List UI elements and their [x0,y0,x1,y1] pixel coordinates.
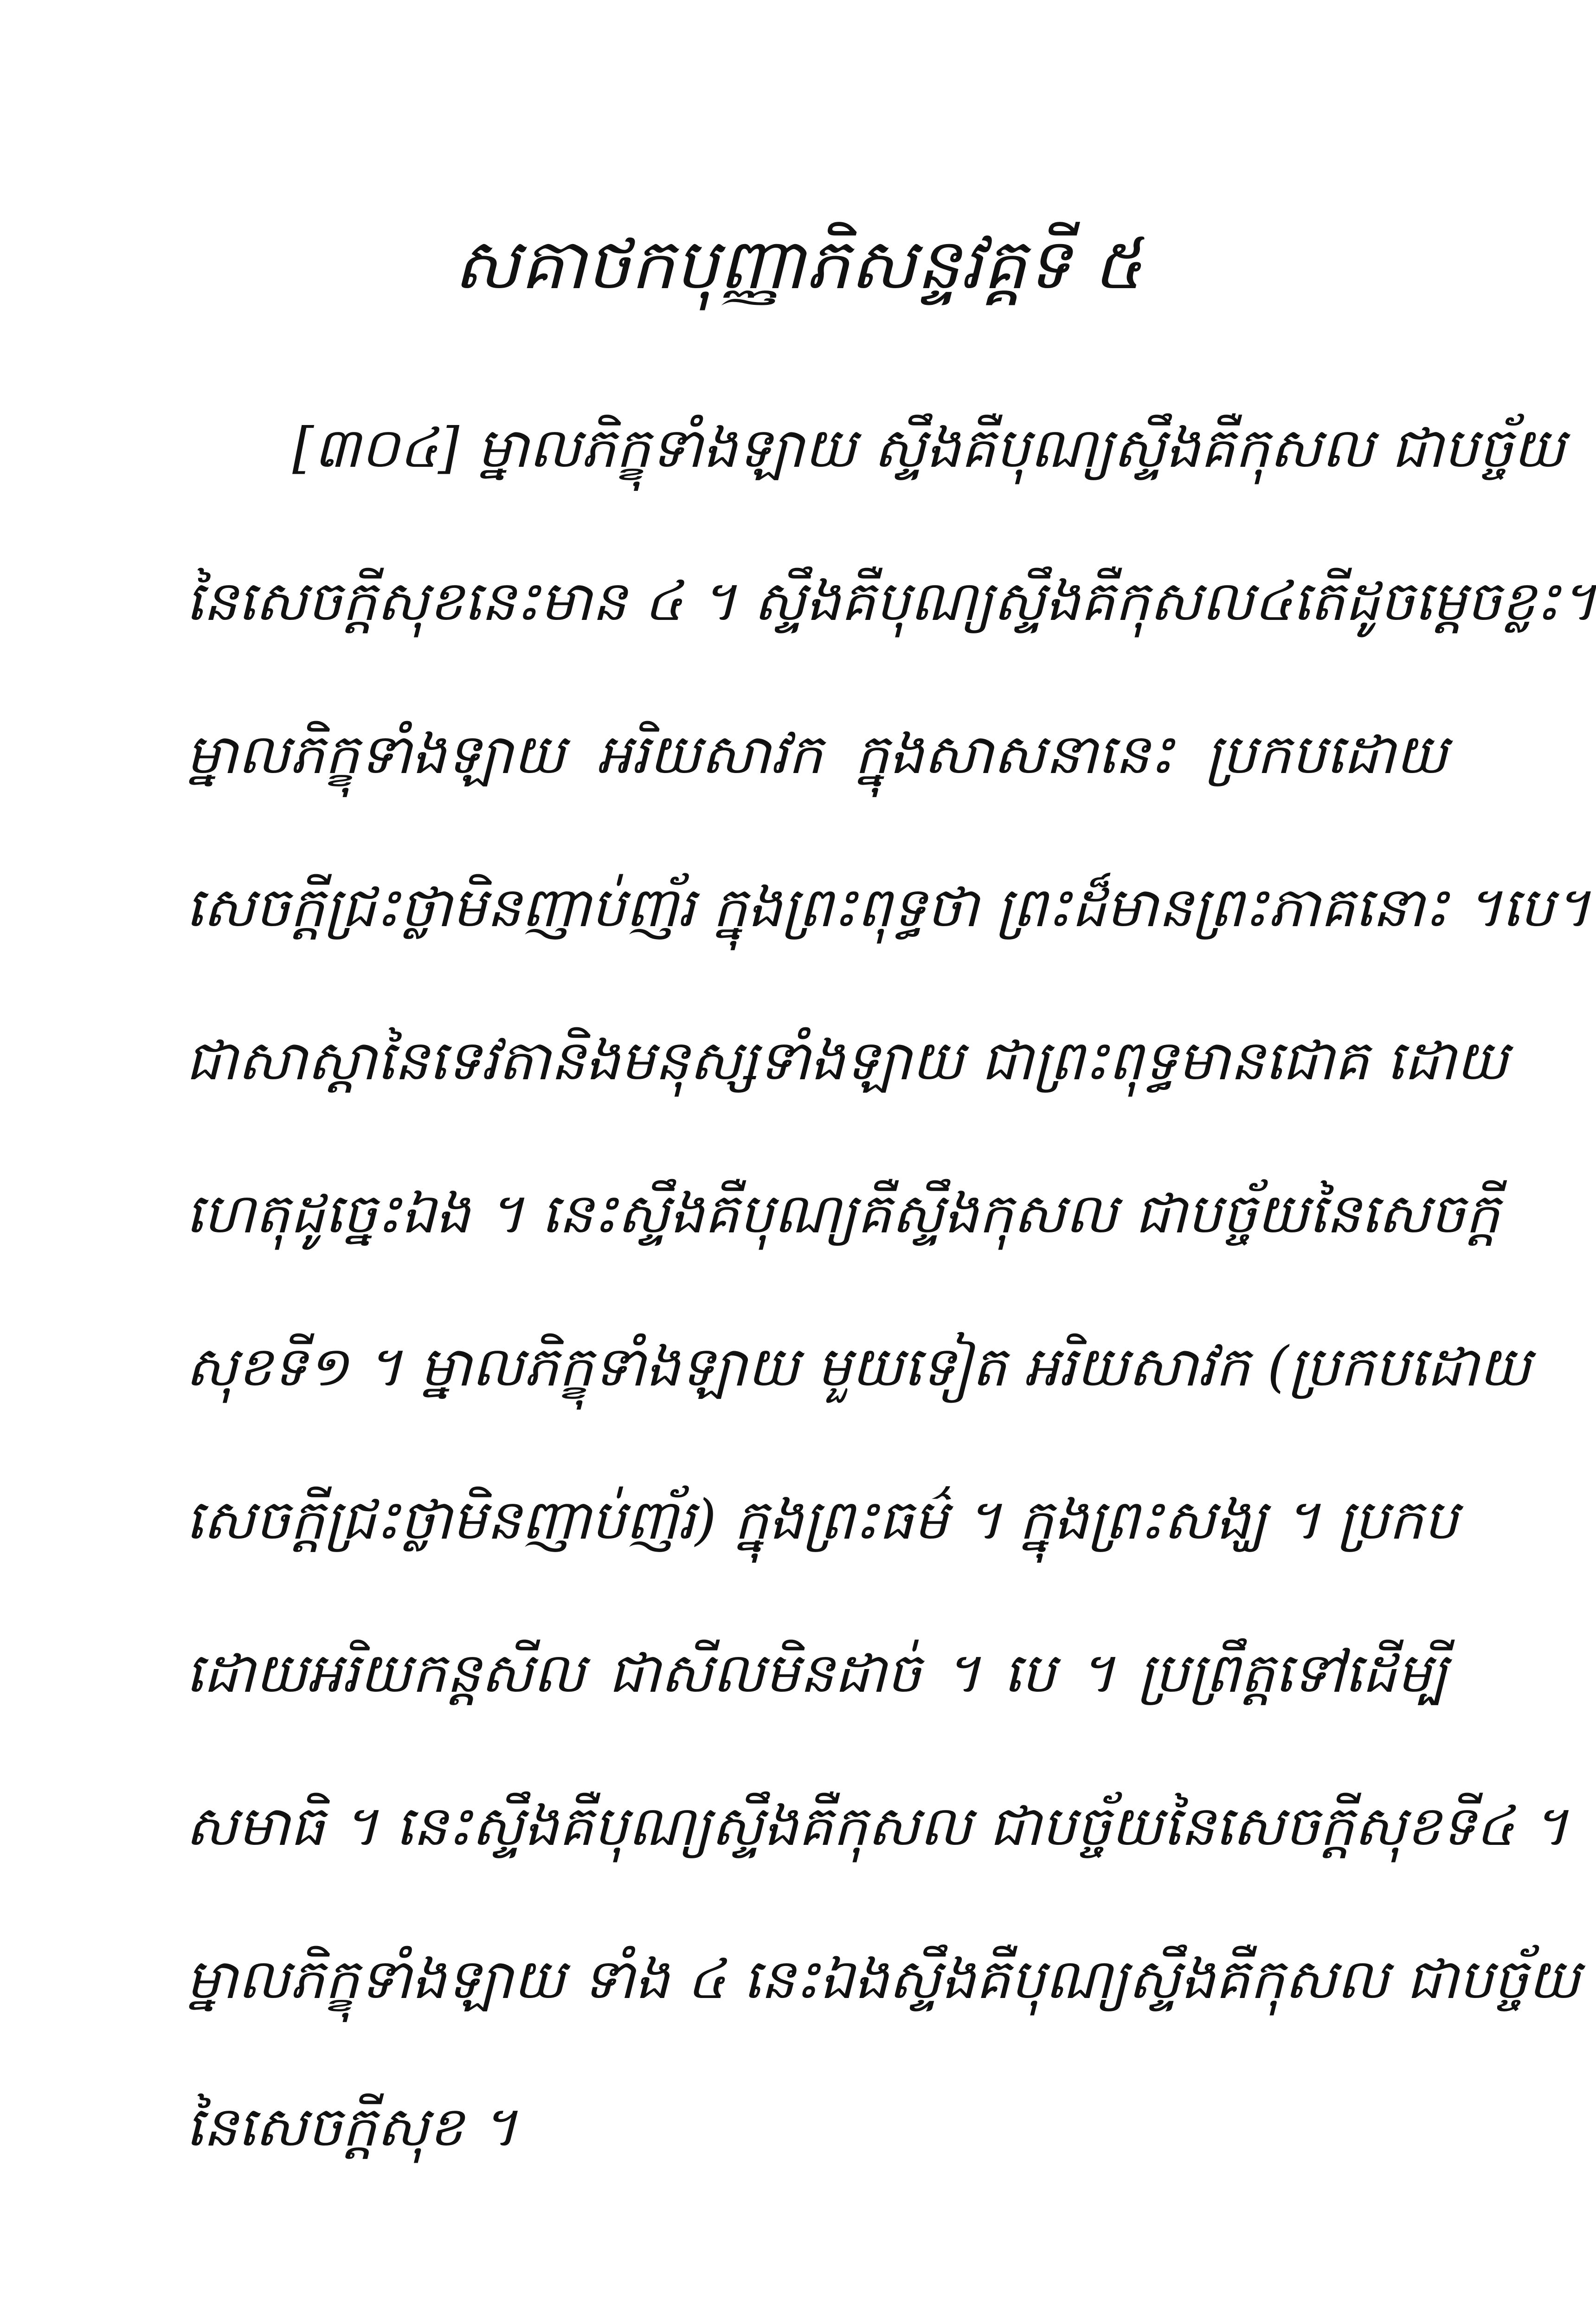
text-line: សេចក្ដីជ្រះថ្លាមិនញាប់ញ័រ) ក្នុងព្រះធម៌ ។ ក្នុងព្រះសង្ឃ ។ ប្រកប [186,1488,1458,1552]
text-line: នៃសេចក្ដីសុខ ។ [186,2094,517,2159]
text-line: ម្នាលភិក្ខុទាំងឡាយ អរិយសាវក ក្នុងសាសនានេះ ប្រកបដោយ [186,722,1448,786]
body-text [186,371,1596,2209]
text-line: សមាធិ ។ នេះស្ទឹងគឺបុណ្យស្ទឹងគឺកុសល ជាបច្ច័យនៃសេចក្ដីសុខទី៤ ។ [186,1794,1568,1858]
text-line: សេចក្ដីជ្រះថ្លាមិនញាប់ញ័រ ក្នុងព្រះពុទ្ធថា ព្រះដ៏មានព្រះភាគនោះ ។បេ។ [186,875,1590,939]
text-line: ម្នាលភិក្ខុទាំងឡាយ ទាំង ៤ នេះឯងស្ទឹងគឺបុណ្យស្ទឹងគឺកុសល ជាបច្ច័យ [186,1947,1580,2011]
text-line: ដោយអរិយកន្តសីល ជាសីលមិនដាច់ ។ បេ ។ ប្រព្រឹត្តទៅដើម្បី [186,1641,1448,1705]
text-line: នៃសេចក្ដីសុខនេះមាន ៤ ។ ស្ទឹងគឺបុណ្យស្ទឹងគឺកុសល៤តើដូចម្ដេចខ្លះ។ [186,569,1596,633]
text-line: [៣០៤] ម្នាលភិក្ខុទាំងឡាយ ស្ទឹងគឺបុណ្យស្ទឹងគឺកុសល ជាបច្ច័យ [292,416,1565,480]
text-line: ហេតុដូច្នេះឯង ។ នេះស្ទឹងគឺបុណ្យគឺស្ទឹងកុសល ជាបច្ច័យនៃសេចក្ដី [186,1181,1500,1245]
text-line: ជាសាស្ដានៃទេវតានិងមនុស្សទាំងឡាយ ជាព្រះពុទ្ធមានជោគ ដោយ [186,1028,1508,1092]
text-line: សុខទី១ ។ ម្នាលភិក្ខុទាំងឡាយ មួយទៀត អរិយសាវក (ប្រកបដោយ [186,1334,1531,1398]
page-title: សគាថកបុញ្ញាភិសន្ទវគ្គទី ៥ [454,224,1142,305]
